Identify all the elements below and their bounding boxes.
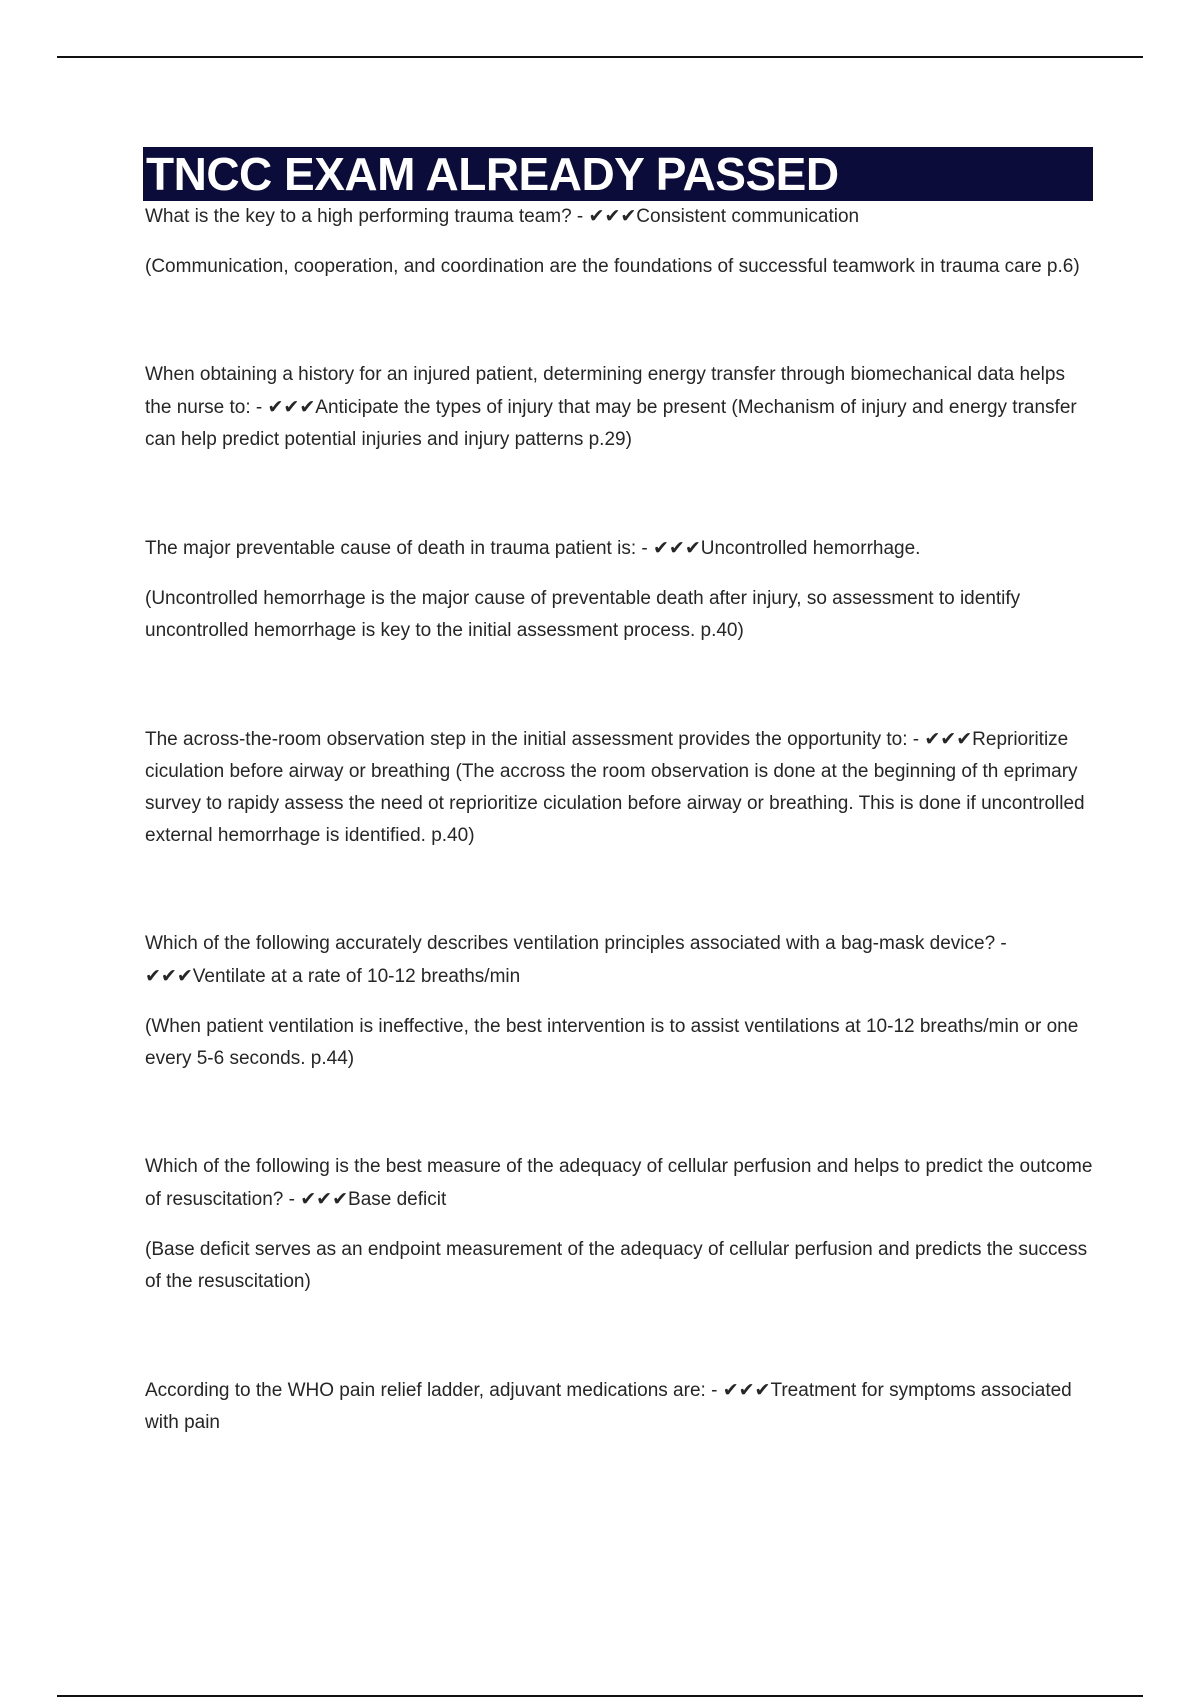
question-text	[145, 1374, 1095, 1439]
rationale-text: (When patient ventilation is ineffective, the best intervention is to assist ventilations at 10-12 breaths/min or one every 5-6 seconds. p.44)	[145, 1016, 1079, 1069]
question-label: According to the WHO pain relief ladder, adjuvant medications are: -	[145, 1380, 723, 1401]
check-marks: ✔✔✔	[924, 728, 973, 750]
question-text	[145, 928, 1095, 993]
qa-item-4	[145, 723, 1095, 852]
rationale-text: (Base deficit serves as an endpoint measurement of the adequacy of cellular perfusion and predicts the success of the resuscitation)	[145, 1239, 1088, 1292]
question-text	[145, 723, 1095, 852]
question-label: The across-the-room observation step in the initial assessment provides the opportunity to: -	[145, 729, 925, 750]
question-label: What is the key to a high performing trauma team? -	[145, 206, 589, 227]
answer-text: Base deficit	[348, 1189, 447, 1210]
question-text	[145, 1151, 1095, 1216]
document-title: TNCC EXAM ALREADY PASSED	[143, 147, 1093, 201]
check-marks: ✔✔✔	[588, 205, 637, 227]
answer-text: Ventilate at a rate of 10-12 breaths/min	[192, 966, 521, 987]
check-marks: ✔✔✔	[653, 537, 701, 559]
qa-item-5	[145, 928, 1095, 1075]
qa-item-2	[145, 359, 1095, 456]
question-text	[145, 532, 1095, 565]
qa-item-1	[145, 200, 1095, 283]
answer-text: Consistent communication	[636, 206, 860, 227]
document-body	[145, 200, 1095, 1457]
question-text	[145, 200, 1095, 233]
question-label: When obtaining a history for an injured patient, determining energy transfer through biomechanical data helps the nurse to: -	[145, 364, 1065, 418]
check-marks: ✔✔✔	[722, 1379, 771, 1401]
answer-text: Anticipate the types of injury that may be present (Mechanism of injury and energy transfer can help predict potential injuries and injury patterns p.29)	[145, 397, 1077, 450]
qa-item-6	[145, 1151, 1095, 1298]
answer-text: Uncontrolled hemorrhage.	[700, 538, 921, 559]
question-text	[145, 359, 1095, 456]
check-marks: ✔✔✔	[300, 1188, 349, 1210]
qa-item-7	[145, 1374, 1095, 1439]
question-label: Which of the following is the best measure of the adequacy of cellular perfusion and helps to predict the outcome of resuscitation? -	[145, 1156, 1093, 1210]
qa-item-3	[145, 532, 1095, 647]
rationale-text: (Uncontrolled hemorrhage is the major cause of preventable death after injury, so assessment to identify uncontrolled hemorrhage is key to the initial assessment process. p.40)	[145, 588, 1021, 641]
header-rule	[57, 56, 1143, 58]
rationale-text: (Communication, cooperation, and coordination are the foundations of successful teamwork in trauma care p.6)	[145, 256, 1080, 277]
question-label: The major preventable cause of death in trauma patient is: -	[145, 538, 653, 559]
check-marks: ✔✔✔	[145, 965, 193, 987]
answer-text: Treatment for symptoms associated with pain	[145, 1380, 1072, 1433]
answer-text: Reprioritize ciculation before airway or breathing (The accross the room observation is done at the beginning of th eprimary survey to rapidy assess the need ot reprioritize ciculation before airway or breathing. This is done if uncontrolled external hemorrhage is identified. p.40)	[145, 729, 1085, 846]
question-label: Which of the following accurately describes ventilation principles associated with a bag-mask device? -	[145, 933, 1007, 954]
footer-rule	[57, 1695, 1143, 1697]
check-marks: ✔✔✔	[267, 396, 316, 418]
